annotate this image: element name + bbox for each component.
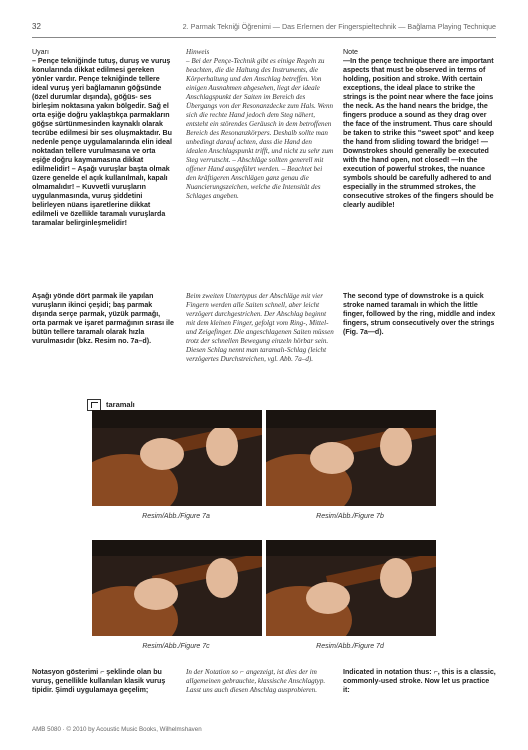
figure-7c-caption: Resim/Abb./Figure 7c bbox=[142, 643, 210, 650]
figure-7a-photo bbox=[92, 410, 262, 506]
figure-7d-caption: Resim/Abb./Figure 7d bbox=[316, 643, 384, 650]
english-note-column bbox=[343, 48, 496, 210]
bağlama-hand-illustration bbox=[266, 410, 436, 506]
german-note-text: – Bei der Pençe-Technik gibt es einige Regeln zu beachten, die die Haltung des Instruments, die Körperhaltung und den Anschlag betreffen. Von einigen Ausnahmen abgesehen, liegt der ideale Anschlagspunkt der Saiten im Bereich des Übergangs von der Resonanzdecke zum Hals. Wenn sich die rechte Hand jedoch dem Steg nähert, entsteht ein störendes Geräusch in dem betroffenen Bereich des Resonanzkörpers. Deshalb sollte man unbedingt darauf achten, dass die Hand den idealen Anschlagspunkt trifft, und nicht zu sehr zum Steg verrutscht. – Abschläge sollten generell mit offener Hand ausgeführt werden. – Beachtet bei den kräftigeren Anschlägen ganz genau die Nuancierungszeichen, welche die Intensität des Schlages angeben. bbox=[186, 57, 334, 200]
turkish-note-text: – Pençe tekniğinde tutuş, duruş ve vuruş konularında dikkat edilmesi gereken yönler vardır. Pençe tekniğinde tellere ideal vuruş yeri bağlamanın göğsünde (özel durumlar dışında), göğüs- ses birleşim noktasına yakın bölgedir. Sağ el orta eşiğe doğru yaklaştıkça parmakların göğse sürtünmesinden kaynaklı olarak tecrübe edilmesi bir ses oluşmaktadır. Bu nedenle pençe uygulamalarında elin ideal noktadan tellere vurulmasına ve orta eşiğe doğru kaymamasına dikkat edilmelidir! – Aşağı vuruşlar başta olmak üzere genelde el açık kullanılmalı, kapalı olmamalıdır! – Kuvvetli vuruşların uygulanmasında, vuruş şiddetini belirleyen nüans işaretlerine dikkat edilmeli ve özellikle taramalı vuruşlarda taramalar belirginleşmelidir! bbox=[32, 57, 172, 227]
german-middle-column bbox=[186, 292, 334, 364]
figure-7d-photo bbox=[266, 540, 436, 636]
german-note-column bbox=[186, 48, 334, 201]
running-head: 2. Parmak Tekniği Öğrenimi — Das Erlernen der Fingerspieltechnik — Bağlama Playing Technique bbox=[182, 22, 496, 31]
page-header bbox=[32, 22, 496, 34]
german-note-heading: Hinweis bbox=[186, 48, 210, 56]
page-number: 32 bbox=[32, 22, 41, 31]
figure-7b-caption: Resim/Abb./Figure 7b bbox=[316, 513, 384, 520]
page-footer: AMB 5080 · © 2010 by Acoustic Music Books, Wilhelmshaven bbox=[32, 726, 202, 733]
turkish-bottom-text: Notasyon gösterimi ⌐ şeklinde olan bu vuruş, genellikle kullanılan klasik vuruş tipidir. Şimdi uygulamaya geçelim; bbox=[32, 668, 166, 694]
bağlama-hand-illustration bbox=[92, 410, 262, 506]
turkish-middle-column bbox=[32, 292, 174, 346]
english-note-text: —In the pençe technique there are important aspects that must be observed in terms of holding, position and stroke. With certain exceptions, the ideal place to strike the strings is the point near where the face joins the neck. As the hand nears the bridge, the fingers produce a sound as they drag over the face of the instrument. Thus care should be taken to strike this "sweet spot" and keep the hand from sliding toward the bridge! —Downstrokes should generally be executed with the hand open, not closed! —In the execution of powerful strokes, the nuance symbols should be carefully adhered to and especially in the strummed strokes, the consecutive strokes of the fingers should be clearly audible! bbox=[343, 57, 495, 209]
figure-label: taramalı bbox=[106, 400, 135, 409]
english-bottom-text: Indicated in notation thus: ⌐, this is a classic, commonly-used stroke. Now let us practice it: bbox=[343, 668, 496, 694]
header-rule bbox=[32, 37, 496, 38]
bağlama-hand-illustration bbox=[92, 540, 262, 636]
german-middle-text: Beim zweiten Untertypus der Abschläge mit vier Fingern werden alle Saiten schnell, aber leicht verzögert durchgestrichen. Der Abschlag beginnt mit dem kleinen Finger, gefolgt vom Ring-, Mittel- und Zeigefinger. Die angeschlagenen Saiten müssen trotz der schnellen Bewegung einzeln hörbar sein. Diesen Schlag nennt man taramalı-Schlag (leicht verzögertes Durchstreichen, vgl. Abb. 7a–d). bbox=[186, 292, 334, 363]
german-bottom-text: In der Notation so ⌐ angezeigt, ist dies der im allgemeinen gebrauchte, klassische Anschlagtyp. Lasst uns auch diesen Abschlag ausprobieren. bbox=[186, 668, 326, 694]
turkish-bottom-column bbox=[32, 668, 174, 695]
turkish-middle-text: Aşağı yönde dört parmak ile yapılan vuruşların ikinci çeşidi; baş parmak dışında serçe parmak, yüzük parmağı, orta parmak ve işaret parmağının sırası ile bütün tellere taramalı olarak hızla vurulmasıdır (bkz. Resim no. 7a–d). bbox=[32, 292, 174, 345]
turkish-note-heading: Uyarı bbox=[32, 48, 49, 56]
turkish-note-column bbox=[32, 48, 174, 228]
english-note-heading: Note bbox=[343, 48, 358, 56]
figure-7c-photo bbox=[92, 540, 262, 636]
bağlama-hand-illustration bbox=[266, 540, 436, 636]
german-bottom-column bbox=[186, 668, 334, 695]
figure-7b-photo bbox=[266, 410, 436, 506]
english-middle-column bbox=[343, 292, 496, 337]
figure-7a-caption: Resim/Abb./Figure 7a bbox=[142, 513, 210, 520]
english-middle-text: The second type of downstroke is a quick stroke named taramalı in which the little finger, followed by the ring, middle and index fingers, strum consecutively over the strings (Fig. 7a—d). bbox=[343, 292, 496, 336]
english-bottom-column bbox=[343, 668, 496, 695]
